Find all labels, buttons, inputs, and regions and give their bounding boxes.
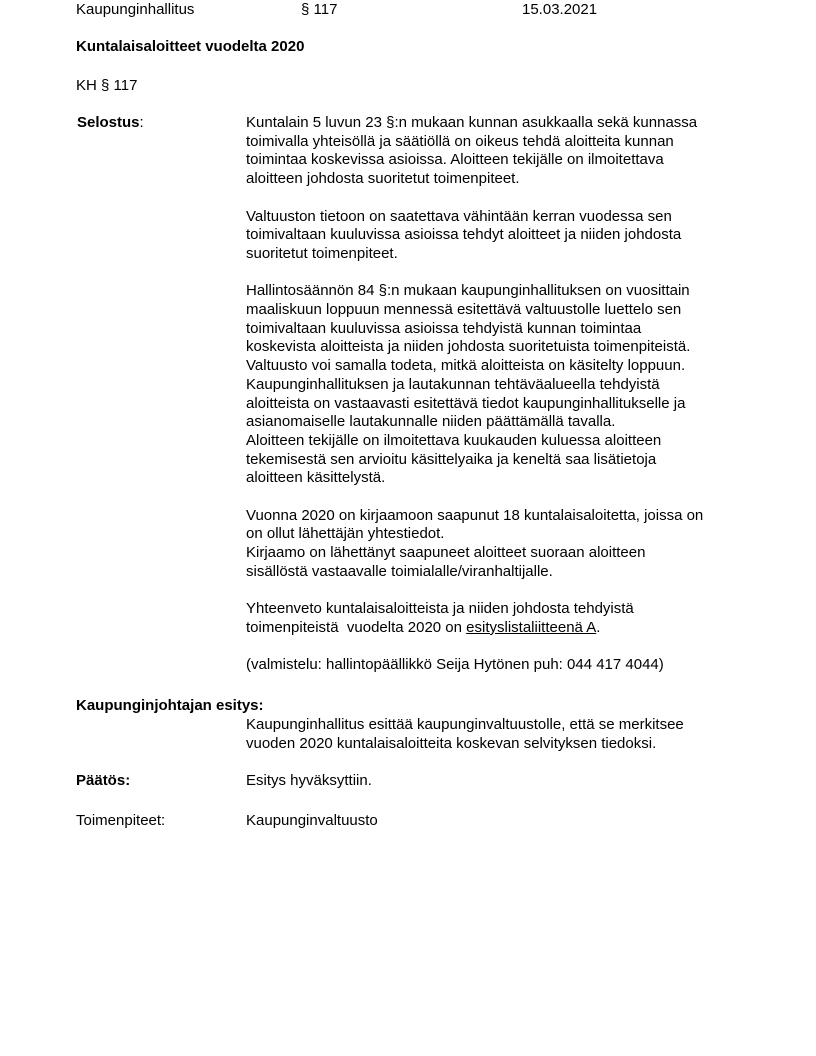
proposal-body [246,716,746,753]
text-line: aloitteen johdosta suoritetut toimenpiteet. [246,170,520,188]
proposal-line: vuoden 2020 kuntalaisaloitteita koskevan selvityksen tiedoksi. [246,734,657,752]
text-line: Kuntalain 5 luvun 23 §:n mukaan kunnan asukkaalla sekä kunnassa [246,114,698,131]
text-line: on ollut lähettäjän yhtestiedot. [246,525,445,543]
text-line: toimivaltaan kuuluvissa asioissa tehdyistä kunnan toimintaa [246,319,642,337]
text-fragment: toimenpiteistä vuodelta 2020 on [246,618,467,636]
selostus-paragraph-4 [246,507,746,582]
header-section: § 117 [301,1,338,18]
selostus-label: Selostus [77,114,140,131]
decision-label: Päätös: [76,772,131,789]
text-line: Valtuusto voi samalla todeta, mitkä aloitteista on käsitelty loppuun. [246,357,686,375]
reference-number: KH § 117 [76,77,138,94]
proposal-line: Kaupunginhallitus esittää kaupunginvaltuustolle, että se merkitsee [246,716,684,733]
text-line: maaliskuun loppuun mennessä esitettävä valtuustolle luettelo sen [246,301,682,318]
decision-text: Esitys hyväksyttiin. [246,772,372,789]
text-line: toimintaa koskevissa asioissa. Aloitteen tekijälle on ilmoitettava [246,151,664,169]
selostus-paragraph-1 [246,114,746,189]
text-line: suoritetut toimenpiteet. [246,244,398,262]
preparer-line: (valmistelu: hallintopäällikkö Seija Hytönen puh: 044 417 4044) [246,656,664,674]
text-line: aloitteen käsittelystä. [246,469,386,487]
header-date: 15.03.2021 [522,1,598,18]
text-fragment: . [596,618,601,636]
selostus-label-colon: : [139,114,144,131]
text-line: toimivaltaan kuuluvissa asioissa tehdyt aloitteet ja niiden johdosta [246,226,682,244]
header-organ: Kaupunginhallitus [76,1,195,18]
text-line: Yhteenveto kuntalaisaloitteista ja niiden johdosta tehdyistä [246,600,634,618]
document-title: Kuntalaisaloitteet vuodelta 2020 [76,38,305,55]
text-line: toimivalla yhteisöllä ja säätiöllä on oikeus tehdä aloitteita kunnan [246,132,674,150]
text-line: koskevista aloitteista ja niiden johdosta suoritetuista toimenpiteistä. [246,338,691,356]
text-line: sisällöstä vastaavalle toimialalle/viranhaltijalle. [246,562,553,580]
text-line: asianomaiselle lautakunnalle niiden päättämällä tavalla. [246,413,616,431]
text-line: tekemisestä sen arvioitu käsittelyaika ja keneltä saa lisätietoja [246,450,657,468]
text-line: Vuonna 2020 on kirjaamoon saapunut 18 kuntalaisaloitetta, joissa on [246,506,704,524]
attachment-a-link[interactable]: esityslistaliitteenä A [466,618,597,636]
selostus-body [246,114,746,694]
actions-text: Kaupunginvaltuusto [246,812,378,829]
text-line: Hallintosäännön 84 §:n mukaan kaupunginhallituksen on vuosittain [246,282,690,300]
text-line: Kirjaamo on lähettänyt saapuneet aloitteet suoraan aloitteen [246,544,646,562]
text-line-with-link [246,619,746,638]
preparer-info [246,656,746,675]
text-line: Kaupunginhallituksen ja lautakunnan tehtäväalueella tehdyistä [246,375,660,393]
selostus-paragraph-2 [246,208,746,264]
text-line: Aloitteen tekijälle on ilmoitettava kuukauden kuluessa aloitteen [246,431,662,449]
text-line: aloitteista on vastaavasti esitettävä tiedot kaupunginhallitukselle ja [246,394,686,412]
proposal-label: Kaupunginjohtajan esitys: [76,697,264,714]
text-line: Valtuuston tietoon on saatettava vähintään kerran vuodessa sen [246,207,672,225]
selostus-paragraph-5 [246,600,746,637]
selostus-paragraph-3 [246,282,746,488]
selostus-label-group [77,114,144,133]
actions-label: Toimenpiteet: [76,812,166,829]
